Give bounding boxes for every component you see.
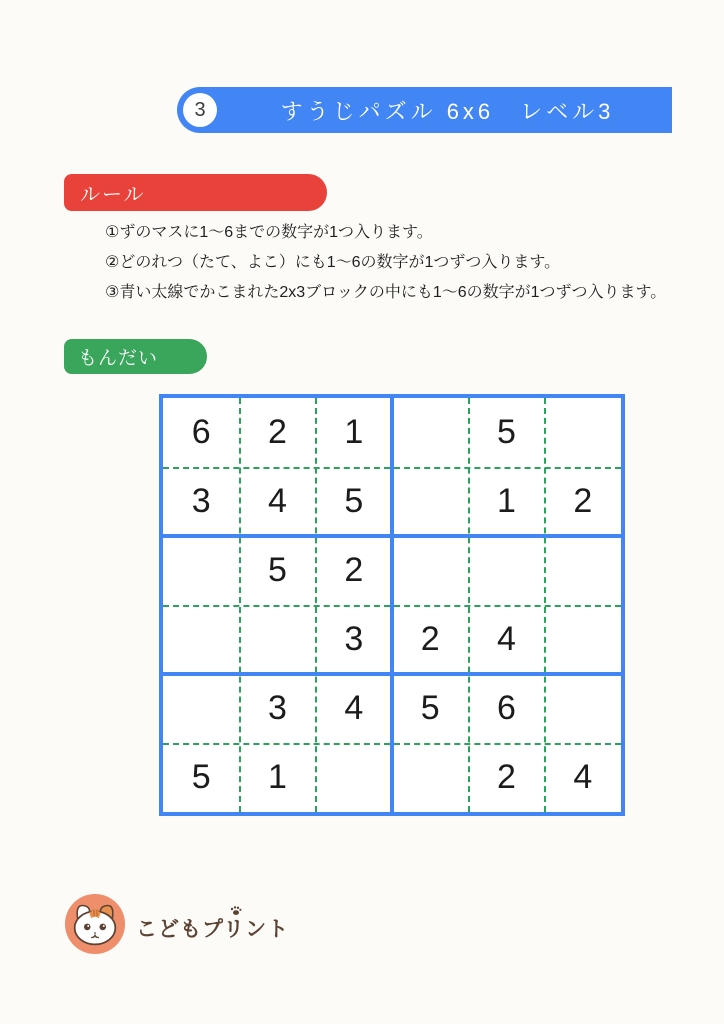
grid-cell-r6c1: 5 (191, 758, 211, 796)
grid-cell-r5c6 (545, 674, 621, 743)
grid-cell-r6c6: 4 (573, 758, 593, 796)
grid-cell-r5c4: 5 (420, 689, 440, 727)
rules-list (105, 218, 685, 308)
grid-cell-r1c2: 2 (268, 413, 287, 451)
grid-cell-r3c4 (392, 536, 468, 605)
grid-cell-r4c1 (163, 605, 239, 674)
grid-cell-r1c5: 5 (497, 413, 516, 451)
grid-cell-r3c1 (163, 536, 239, 605)
grid-cell-r2c3: 5 (344, 482, 364, 520)
grid-cell-r3c6 (545, 536, 621, 605)
grid-cell-r4c3: 3 (344, 620, 364, 658)
grid-cell-r1c3: 1 (344, 413, 364, 451)
paw-icon (230, 904, 242, 922)
grid-cell-r2c1: 3 (191, 482, 211, 520)
grid-cell-r1c6 (545, 398, 621, 467)
grid-cell-r3c2: 5 (268, 551, 287, 589)
grid-cell-r4c4: 2 (420, 620, 440, 658)
logo (64, 895, 289, 957)
rule-item-2: ②どのれつ（たて、よこ）にも1〜6の数字が1つずつ入ります。 (105, 254, 561, 271)
sudoku-grid (159, 394, 625, 816)
logo-text: こどもプリント (136, 918, 290, 941)
grid-cell-r3c5 (468, 536, 544, 605)
grid-cell-r3c3: 2 (344, 551, 364, 589)
rule-item-1: ①ずのマスに1〜6までの数字が1つ入ります。 (105, 224, 433, 241)
grid-cell-r6c3 (316, 743, 392, 812)
rule-item-3: ③青い太線でかこまれた2x3ブロックの中にも1〜6の数字が1つずつ入ります。 (105, 284, 667, 301)
page-title: すうじパズル 6x6 レベル3 (280, 98, 615, 124)
grid-cell-r1c4 (392, 398, 468, 467)
grid-cell-r1c1: 6 (191, 413, 211, 451)
grid-cell-r5c2: 3 (268, 689, 287, 727)
grid-cell-r2c6: 2 (573, 482, 593, 520)
grid-cell-r4c2 (239, 605, 315, 674)
grid-cell-r4c5: 4 (497, 620, 516, 658)
rules-banner (64, 174, 327, 211)
grid-cell-r2c4 (392, 467, 468, 536)
grid-cell-r5c1 (163, 674, 239, 743)
grid-cells (163, 398, 621, 812)
grid-cell-r2c5: 1 (497, 482, 516, 520)
grid-cell-r5c3: 4 (344, 689, 364, 727)
grid-cell-r2c2: 4 (268, 482, 287, 520)
grid-cell-r6c5: 2 (497, 758, 516, 796)
problem-label: もんだい (78, 348, 159, 369)
grid-cell-r6c2: 1 (268, 758, 287, 796)
grid-cell-r6c4 (392, 743, 468, 812)
problem-banner (64, 339, 207, 374)
puzzle-number-badge: 3 (183, 93, 217, 127)
grid-cell-r4c6 (545, 605, 621, 674)
header-banner (177, 87, 672, 133)
cat-logo-icon (64, 893, 126, 960)
rules-label: ルール (80, 184, 146, 206)
grid-cell-r5c5: 6 (497, 689, 516, 727)
